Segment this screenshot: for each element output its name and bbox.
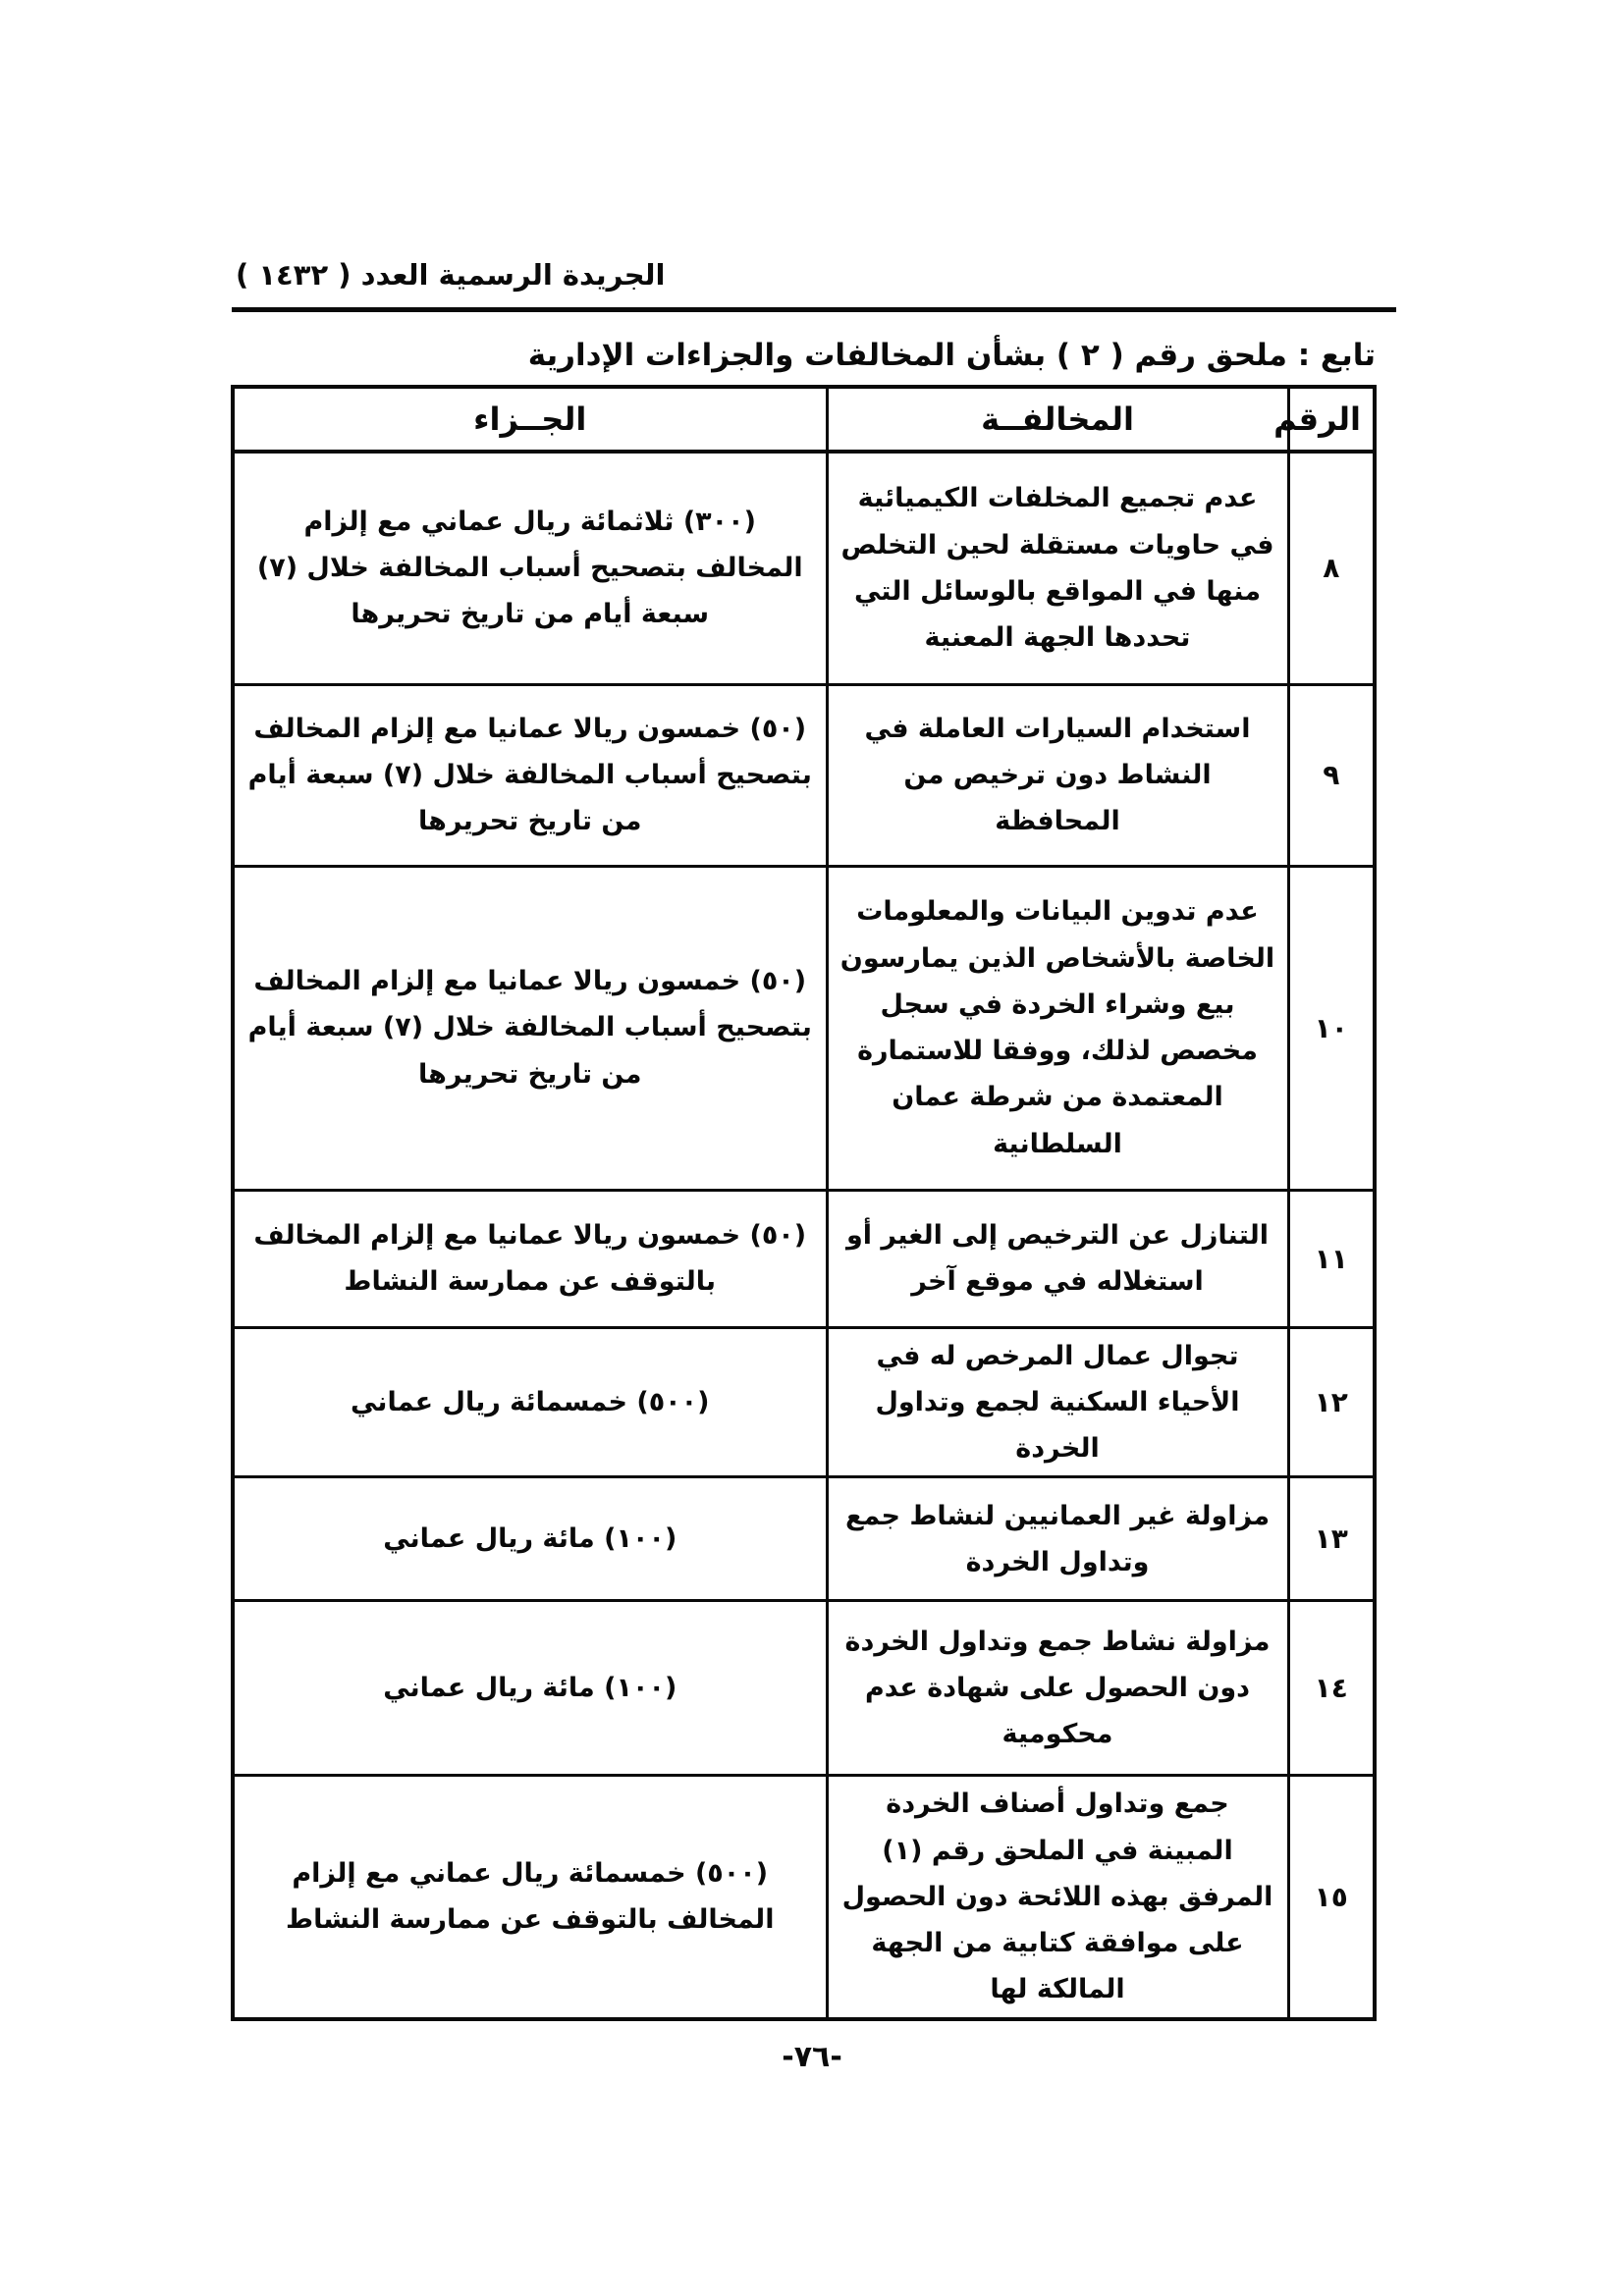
violation-cell: مزاولة غير العمانيين لنشاط جمع وتداول الخردة: [827, 1477, 1288, 1601]
penalty-cell: (٥٠) خمسون ريالا عمانيا مع إلزام المخالف بتصحيح أسباب المخالفة خلال (٧) سبعة أيام من تاريخ تحريرها: [233, 866, 827, 1190]
penalty-cell: (٥٠٠) خمسمائة ريال عماني: [233, 1327, 827, 1477]
violation-cell: عدم تدوين البيانات والمعلومات الخاصة بالأشخاص الذين يمارسون بيع وشراء الخردة في سجل مخصص لذلك، ووفقا للاستمارة المعتمدة من شرطة عمان السلطانية: [827, 866, 1288, 1190]
violation-cell: تجوال عمال المرخص له في الأحياء السكنية لجمع وتداول الخردة: [827, 1327, 1288, 1477]
penalty-cell: (٥٠٠) خمسمائة ريال عماني مع إلزام المخالف بالتوقف عن ممارسة النشاط: [233, 1776, 827, 2019]
violation-cell: عدم تجميع المخلفات الكيميائية في حاويات مستقلة لحين التخلص منها في المواقع بالوسائل التي تحددها الجهة المعنية: [827, 452, 1288, 684]
table-row: [233, 1327, 1375, 1477]
header-divider-rule: [232, 307, 1396, 312]
column-header-violation: المخالفــة: [827, 387, 1288, 452]
penalty-cell: (٥٠) خمسون ريالا عمانيا مع إلزام المخالف بتصحيح أسباب المخالفة خلال (٧) سبعة أيام من تاريخ تحريرها: [233, 684, 827, 866]
appendix-title: تابع : ملحق رقم ( ٢ ) بشأن المخالفات والجزاءات الإدارية: [527, 338, 1376, 373]
row-number-cell: ٩: [1288, 684, 1375, 866]
page-number: -٧٦-: [782, 2040, 842, 2074]
violation-cell: استخدام السيارات العاملة في النشاط دون ترخيص من المحافظة: [827, 684, 1288, 866]
table-row: [233, 1190, 1375, 1327]
row-number-cell: ١٠: [1288, 866, 1375, 1190]
table-row: [233, 1477, 1375, 1601]
penalty-cell: (٥٠) خمسون ريالا عمانيا مع إلزام المخالف بالتوقف عن ممارسة النشاط: [233, 1190, 827, 1327]
violation-cell: التنازل عن الترخيص إلى الغير أو استغلاله في موقع آخر: [827, 1190, 1288, 1327]
violation-cell: جمع وتداول أصناف الخردة المبينة في الملحق رقم (١) المرفق بهذه اللائحة دون الحصول على موافقة كتابية من الجهة المالكة لها: [827, 1776, 1288, 2019]
table-row: [233, 1776, 1375, 2019]
table-row: [233, 866, 1375, 1190]
violation-cell: مزاولة نشاط جمع وتداول الخردة دون الحصول على شهادة عدم محكومية: [827, 1601, 1288, 1776]
row-number-cell: ١٤: [1288, 1601, 1375, 1776]
table-row: [233, 452, 1375, 684]
row-number-cell: ٨: [1288, 452, 1375, 684]
row-number-cell: ١٢: [1288, 1327, 1375, 1477]
table-row: [233, 1601, 1375, 1776]
row-number-cell: ١٣: [1288, 1477, 1375, 1601]
row-number-cell: ١١: [1288, 1190, 1375, 1327]
penalty-cell: (٣٠٠) ثلاثمائة ريال عماني مع إلزام المخالف بتصحيح أسباب المخالفة خلال (٧) سبعة أيام من تاريخ تحريرها: [233, 452, 827, 684]
penalty-cell: (١٠٠) مائة ريال عماني: [233, 1601, 827, 1776]
column-header-penalty: الجــزاء: [233, 387, 827, 452]
penalty-cell: (١٠٠) مائة ريال عماني: [233, 1477, 827, 1601]
table-row: [233, 684, 1375, 866]
row-number-cell: ١٥: [1288, 1776, 1375, 2019]
column-header-number: الرقم: [1288, 387, 1375, 452]
violations-penalties-table: [231, 385, 1377, 2021]
table-header-row: [233, 387, 1375, 452]
gazette-issue-header: الجريدة الرسمية العدد ( ١٤٣٢ ): [236, 258, 666, 292]
